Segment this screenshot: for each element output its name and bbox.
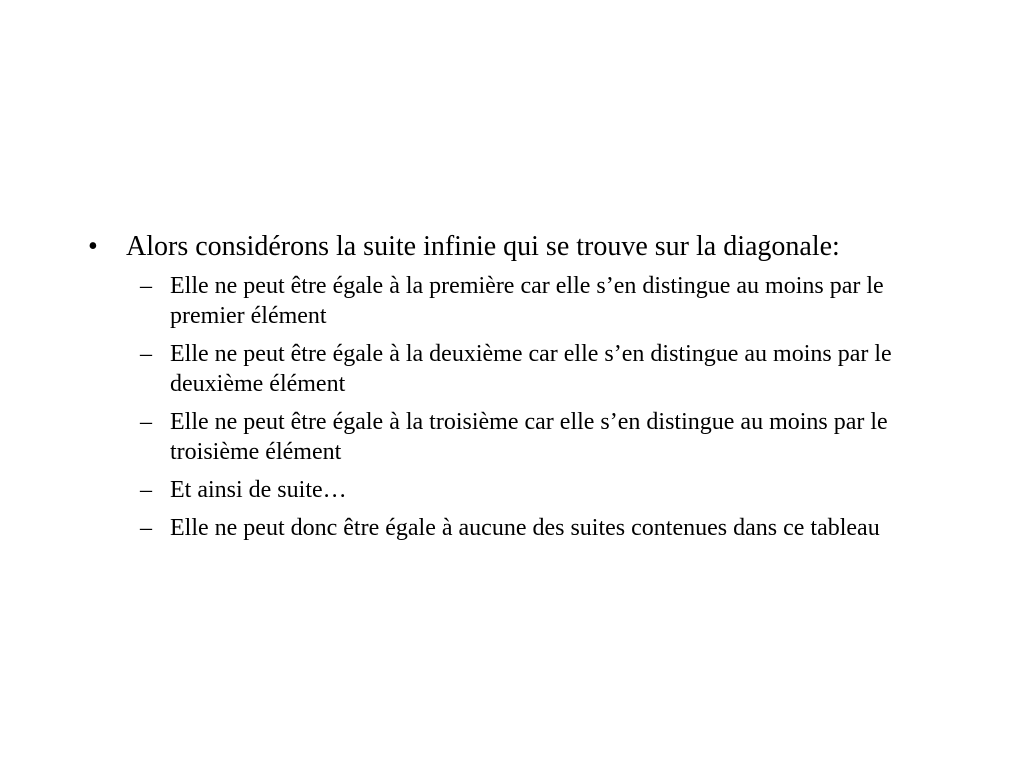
sub-bullet-item	[88, 407, 930, 467]
bullet-icon: •	[88, 231, 98, 262]
sub-bullet-item	[88, 271, 930, 331]
main-bullet-item	[88, 229, 948, 264]
sub-bullet-text: Elle ne peut être égale à la deuxième car elle s’en distingue au moins par le deuxième élément	[170, 341, 892, 397]
dash-icon: –	[140, 273, 152, 299]
dash-icon: –	[140, 341, 152, 367]
sub-bullet-item	[88, 513, 930, 543]
dash-icon: –	[140, 409, 152, 435]
sub-bullet-text: Elle ne peut donc être égale à aucune des suites contenues dans ce tableau	[170, 515, 880, 541]
sub-bullet-text: Elle ne peut être égale à la troisième car elle s’en distingue au moins par le troisième élément	[170, 409, 888, 465]
dash-icon: –	[140, 515, 152, 541]
sub-bullet-text: Elle ne peut être égale à la première car elle s’en distingue au moins par le premier élément	[170, 273, 884, 329]
slide-content	[88, 229, 948, 551]
main-bullet-text: Alors considérons la suite infinie qui se trouve sur la diagonale:	[126, 231, 840, 262]
sub-bullet-list	[88, 271, 948, 543]
sub-bullet-item	[88, 339, 930, 399]
dash-icon: –	[140, 477, 152, 503]
sub-bullet-item	[88, 475, 930, 505]
sub-bullet-text: Et ainsi de suite…	[170, 477, 347, 503]
